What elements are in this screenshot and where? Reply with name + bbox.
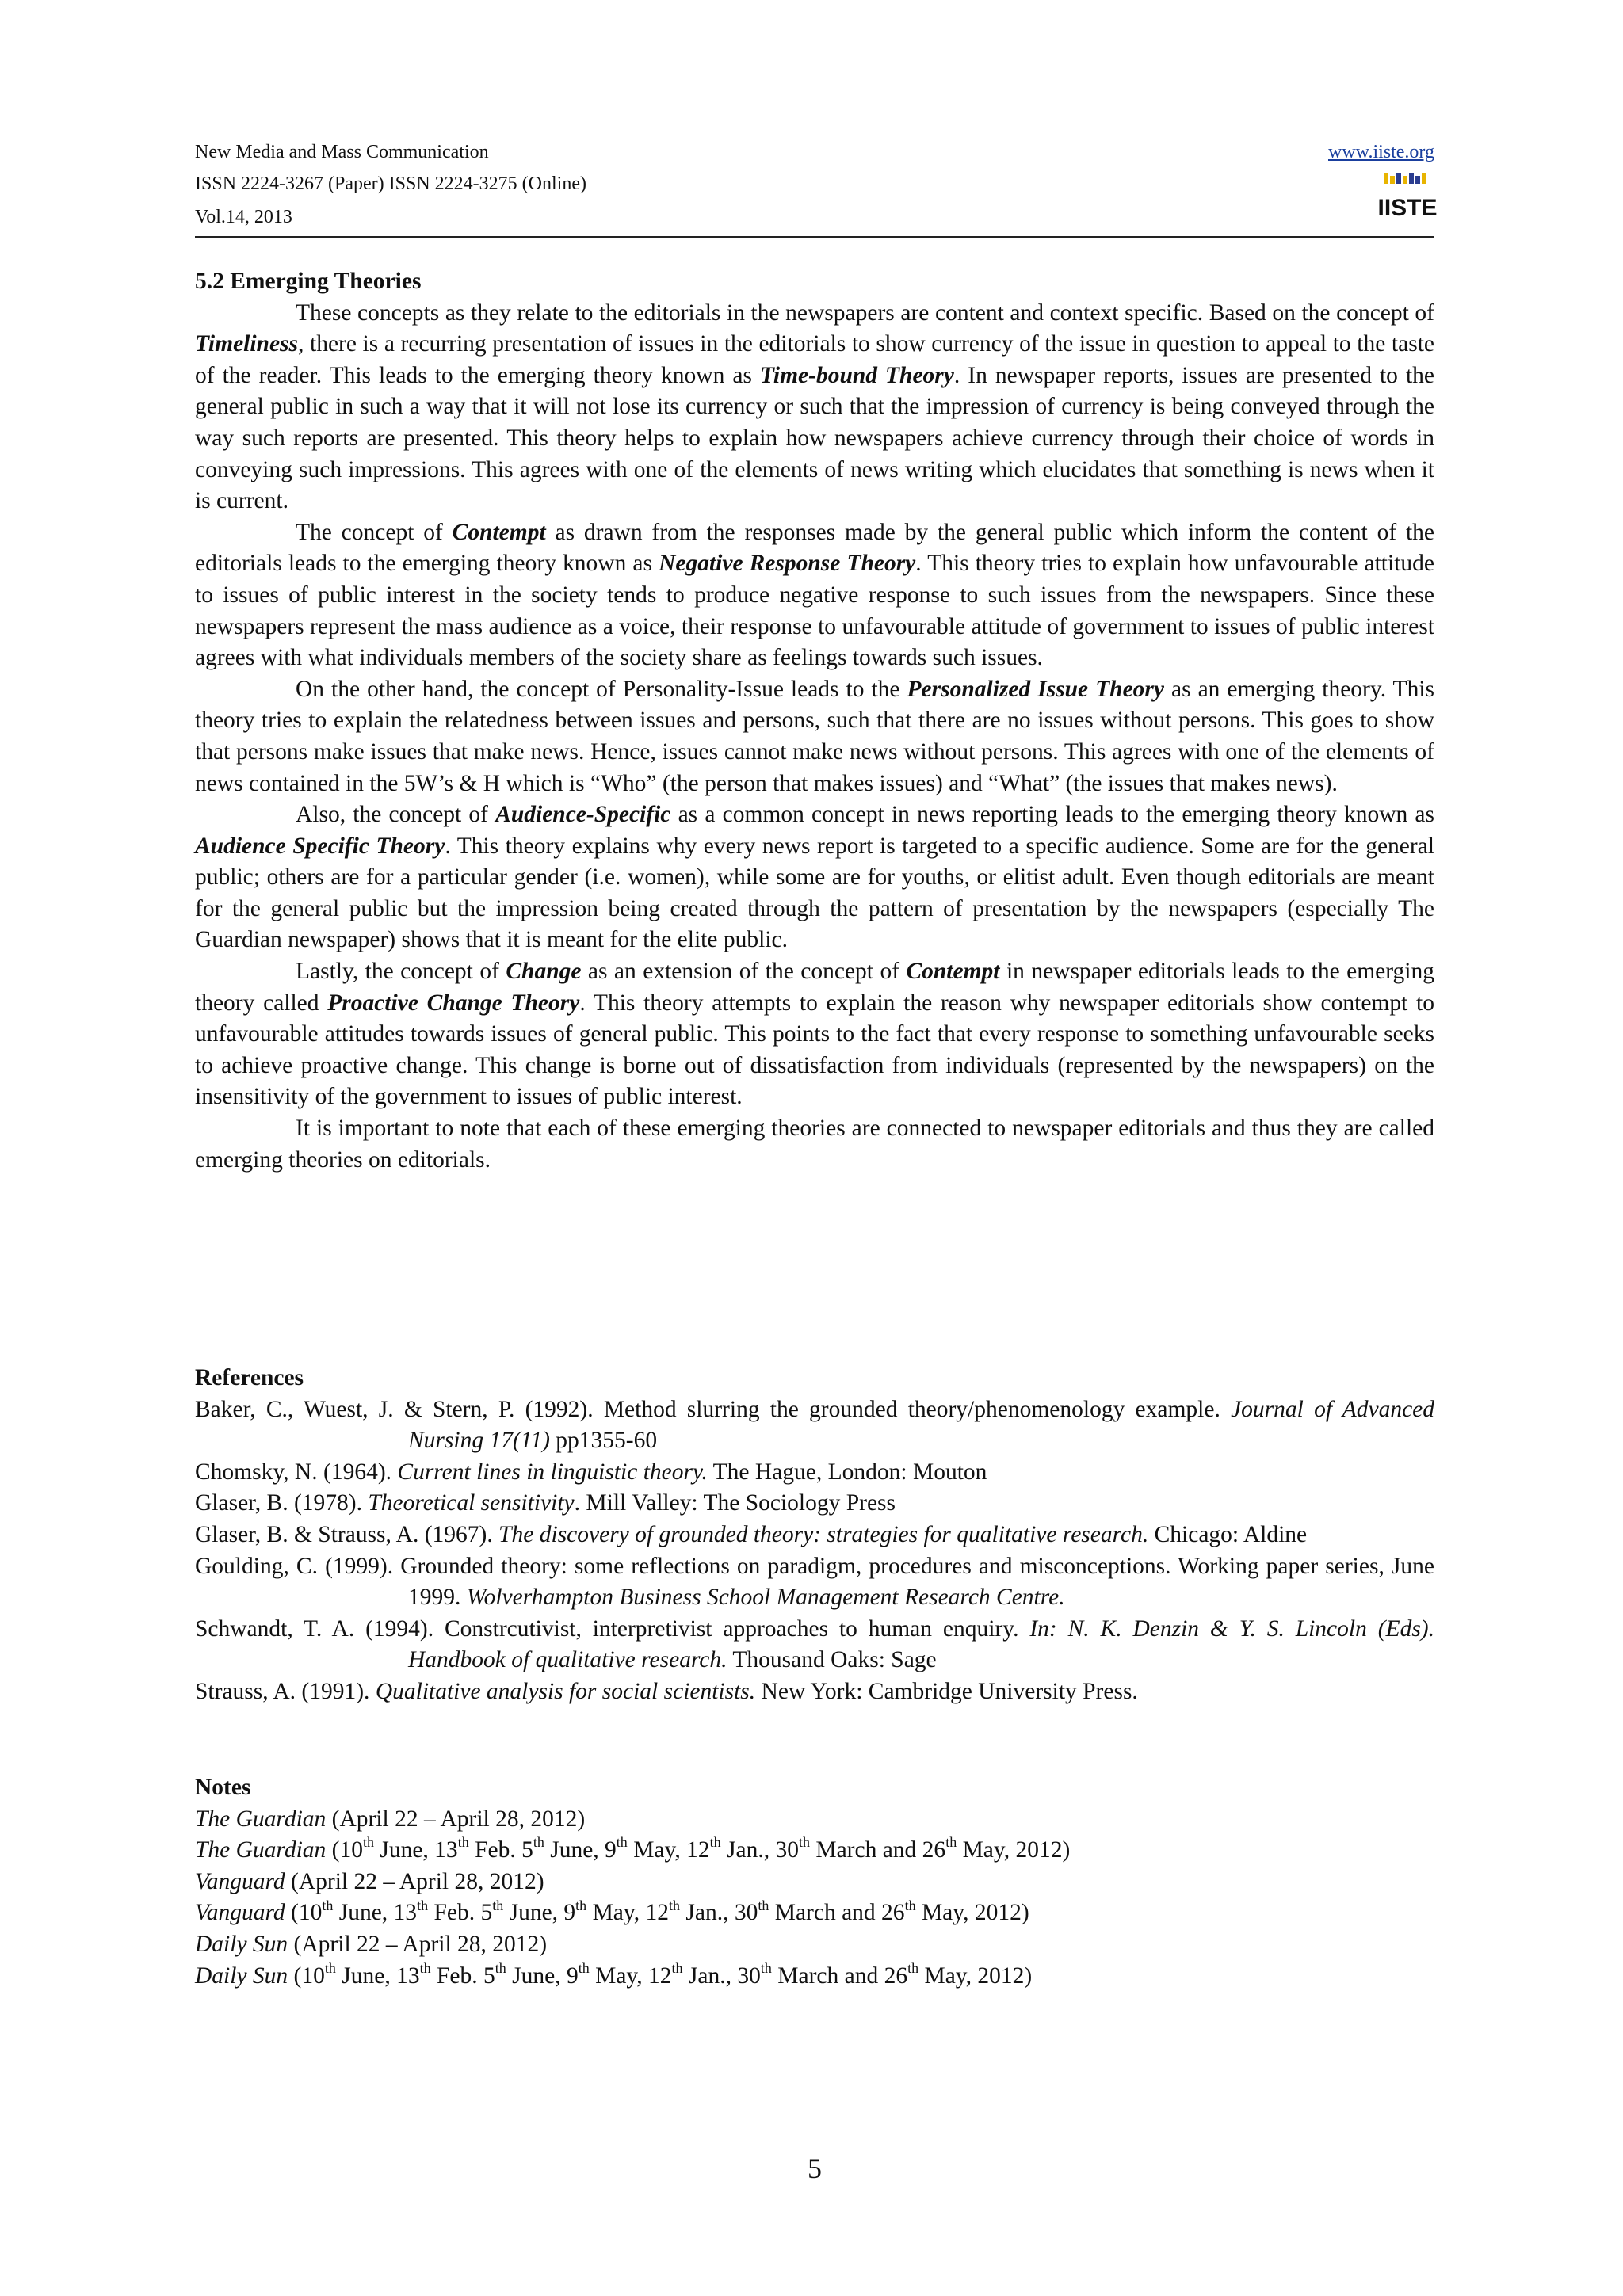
reference-item: Chomsky, N. (1964). Current lines in linguistic theory. The Hague, London: Mouton xyxy=(195,1459,987,1485)
issn-line: ISSN 2224-3267 (Paper) ISSN 2224-3275 (Online) xyxy=(195,174,586,194)
paragraph: These concepts as they relate to the editorials in the newspapers are content and context specific. Based on the concept of Timeliness, there is a recurring presentation of issues in the editorials to show currency of the issue in question to appeal to the taste of the reader. This leads to the emerging theory known as Time-bound Theory. In newspaper reports, issues are presented to the general public in such a way that it will not lose its currency or such that the impression of currency is being conveyed through the way such reports are presented. This theory helps to explain how newspapers achieve currency through their choice of words in conveying such impressions. This agrees with one of the elements of news writing which elucidates that something is news when it is current. xyxy=(195,299,1434,514)
paragraph: Also, the concept of Audience-Specific as a common concept in news reporting leads to the emerging theory known as Audience Specific Theory. This theory explains why every news report is targeted to a specific audience. Some are for the general public; others are for a particular gender (i.e. women), while some are for youths, or elitist adult. Even though editorials are meant for the general public but the impression being created through the pattern of presentation by the newspapers (especially The Guardian newspaper) shows that it is meant for the elite public. xyxy=(195,802,1435,953)
page-number: 5 xyxy=(808,2153,822,2184)
notes-section xyxy=(195,1772,1434,1992)
volume-line: Vol.14, 2013 xyxy=(195,207,292,227)
svg-text:IISTE: IISTE xyxy=(1377,195,1438,221)
section-body xyxy=(195,266,1434,1176)
header-rule xyxy=(195,236,1434,238)
reference-item: Baker, C., Wuest, J. & Stern, P. (1992). Method slurring the grounded theory/phenomenology example. Journal of Advanced Nursing 17(11) pp1355-60 xyxy=(195,1396,1435,1454)
note-line: Daily Sun (April 22 – April 28, 2012) xyxy=(195,1931,548,1957)
references-section xyxy=(195,1363,1434,1708)
iiste-logo xyxy=(1377,171,1438,221)
reference-item: Strauss, A. (1991). Qualitative analysis for social scientists. New York: Cambridge University Press. xyxy=(195,1678,1138,1704)
reference-item: Glaser, B. (1978). Theoretical sensitivity. Mill Valley: The Sociology Press xyxy=(195,1490,896,1516)
note-line: The Guardian (10th June, 13th Feb. 5th June, 9th May, 12th Jan., 30th March and 26th May, 2012) xyxy=(195,1834,1071,1863)
journal-url-link[interactable]: www.iiste.org xyxy=(1328,142,1434,162)
paragraph: On the other hand, the concept of Personality-Issue leads to the Personalized Issue Theory as an emerging theory. This theory tries to explain the relatedness between issues and persons, such that there are no issues without persons. This goes to show that persons make issues that make news. Hence, issues cannot make news without persons. This agrees with one of the elements of news contained in the 5W’s & H which is “Who” (the person that makes issues) and “What” (the issues that makes news). xyxy=(195,676,1435,796)
paragraph: The concept of Contempt as drawn from the responses made by the general public which inform the content of the editorials leads to the emerging theory known as Negative Response Theory. This theory tries to explain how unfavourable attitude to issues of public interest in the society tends to produce negative response to such issues from the newspapers. Since these newspapers represent the mass audience as a voice, their response to unfavourable attitude of government to issues of public interest agrees with what individuals members of the society share as feelings towards such issues. xyxy=(195,519,1435,671)
reference-item: Schwandt, T. A. (1994). Constrcutivist, interpretivist approaches to human enquiry. In: N. K. Denzin & Y. S. Lincoln (Eds). Handbook of qualitative research. Thousand Oaks: Sage xyxy=(195,1615,1434,1673)
page-header xyxy=(195,136,1438,238)
reference-item: Goulding, C. (1999). Grounded theory: some reflections on paradigm, procedures and misconceptions. Working paper series, June 1999. Wolverhampton Business School Management Research Centre. xyxy=(195,1553,1434,1611)
notes-heading: Notes xyxy=(195,1775,251,1800)
paragraph: It is important to note that each of these emerging theories are connected to newspaper editorials and thus they are called emerging theories on editorials. xyxy=(195,1116,1434,1173)
paragraph: Lastly, the concept of Change as an extension of the concept of Contempt in newspaper editorials leads to the emerging theory called Proactive Change Theory. This theory attempts to explain the reason why newspaper editorials show contempt to unfavourable attitudes towards issues of general public. This points to the fact that every response to something unfavourable seeks to achieve proactive change. This change is borne out of dissatisfaction from individuals (represented by the newspapers) on the insensitivity of the government to issues of public interest. xyxy=(195,959,1434,1110)
reference-item: Glaser, B. & Strauss, A. (1967). The discovery of grounded theory: strategies for qualitative research. Chicago: Aldine xyxy=(195,1521,1308,1547)
note-line: Daily Sun (10th June, 13th Feb. 5th June, 9th May, 12th Jan., 30th March and 26th May, 2012) xyxy=(195,1959,1033,1989)
references-heading: References xyxy=(195,1365,304,1390)
note-line: Vanguard (April 22 – April 28, 2012) xyxy=(195,1868,544,1894)
note-line: The Guardian (April 22 – April 28, 2012) xyxy=(195,1806,586,1832)
journal-name: New Media and Mass Communication xyxy=(195,142,489,162)
note-line: Vanguard (10th June, 13th Feb. 5th June, 9th May, 12th Jan., 30th March and 26th May, 2012) xyxy=(195,1897,1029,1926)
section-title: 5.2 Emerging Theories xyxy=(195,269,422,294)
